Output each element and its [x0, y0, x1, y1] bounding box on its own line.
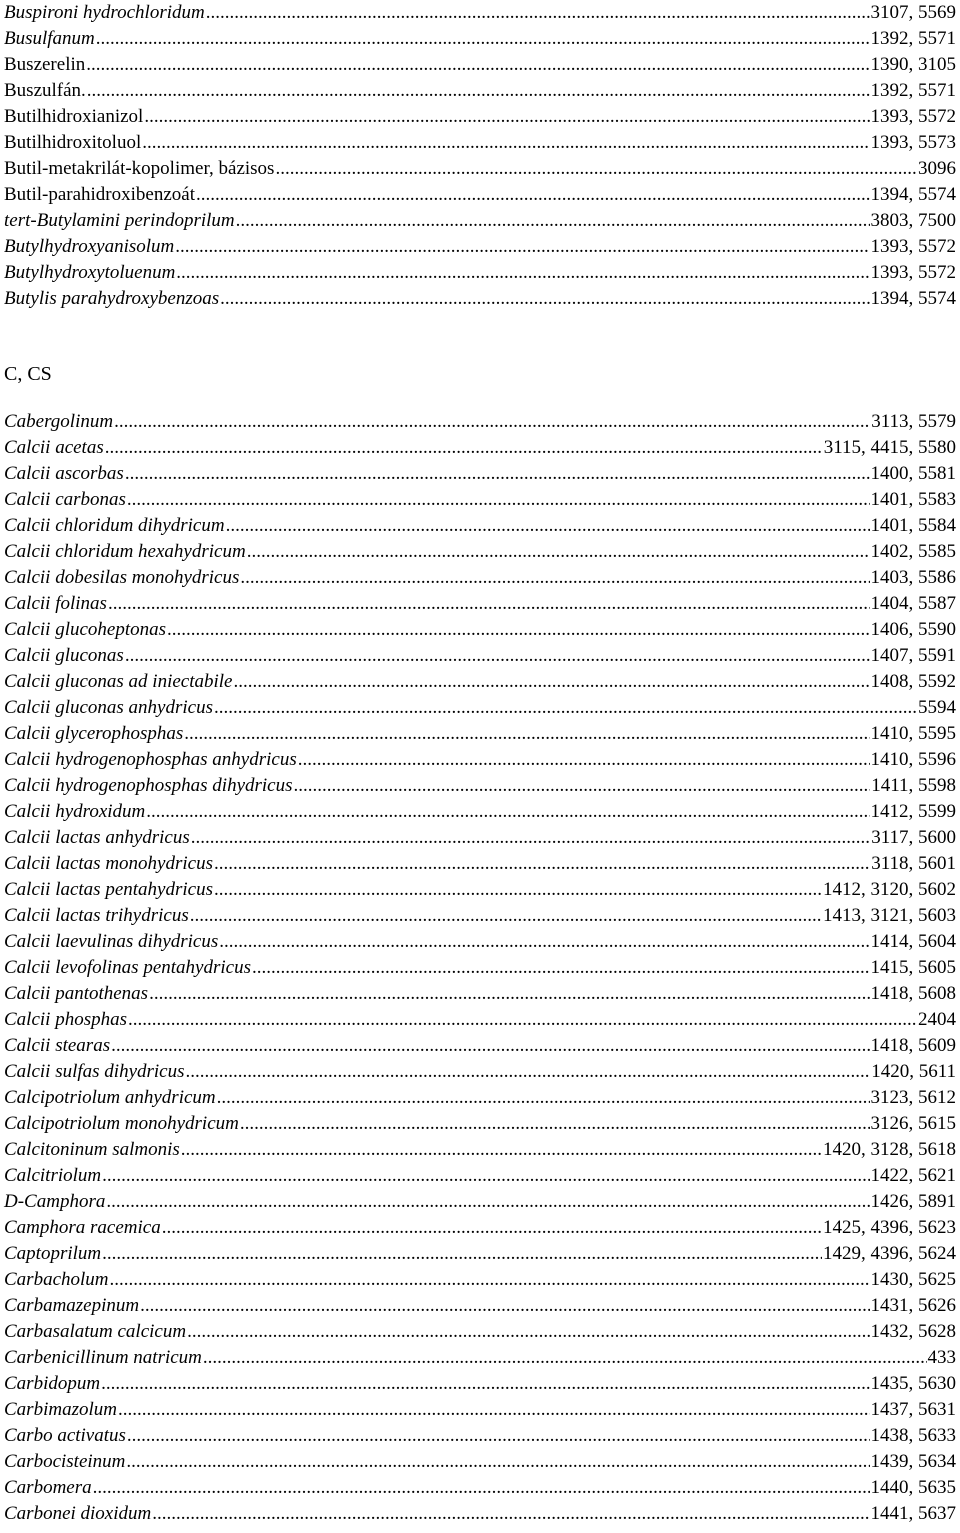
dot-leader	[96, 26, 870, 52]
index-term: Calcii ascorbas	[4, 463, 124, 484]
index-term: Butylhydroxytoluenum	[4, 262, 176, 283]
index-entry	[4, 461, 956, 487]
page-references: 3126, 5615	[870, 1113, 956, 1134]
index-term: Calcii hydrogenophosphas dihydricus	[4, 775, 293, 796]
page-references: 1420, 5611	[871, 1061, 956, 1082]
index-term: Carbidopum	[4, 1373, 101, 1394]
dot-leader	[144, 104, 869, 130]
dot-leader	[110, 1267, 870, 1293]
index-entry	[4, 1371, 956, 1397]
page-references: 1393, 5572	[870, 262, 956, 283]
index-entry	[4, 565, 956, 591]
index-entry	[4, 1033, 956, 1059]
page-references: 5594	[918, 697, 956, 718]
index-entry	[4, 78, 956, 104]
page-references: 1441, 5637	[870, 1503, 956, 1524]
index-term: Calcii laevulinas dihydricus	[4, 931, 219, 952]
index-entry	[4, 1475, 956, 1501]
dot-leader	[186, 1059, 871, 1085]
index-entry	[4, 929, 956, 955]
dot-leader	[190, 903, 822, 929]
dot-leader	[203, 1345, 927, 1371]
index-term: Calcii hydrogenophosphas anhydricus	[4, 749, 297, 770]
index-entry	[4, 1267, 956, 1293]
index-entry	[4, 52, 956, 78]
page-references: 1420, 3128, 5618	[823, 1139, 956, 1160]
index-term: Calcitoninum salmonis	[4, 1139, 180, 1160]
dot-leader	[175, 234, 869, 260]
index-term: Calcii gluconas anhydricus	[4, 697, 213, 718]
dot-leader	[152, 1501, 869, 1527]
dot-leader	[106, 1189, 869, 1215]
page-references: 1402, 5585	[870, 541, 956, 562]
index-entry	[4, 1423, 956, 1449]
page-references: 1390, 3105	[870, 54, 956, 75]
page-references: 1413, 3121, 5603	[823, 905, 956, 926]
index-term: Calcii pantothenas	[4, 983, 149, 1004]
index-entry	[4, 156, 956, 182]
dot-leader	[275, 156, 917, 182]
index-entry	[4, 1189, 956, 1215]
dot-leader	[126, 1449, 869, 1475]
dot-leader	[214, 695, 917, 721]
index-term: Calcii acetas	[4, 437, 104, 458]
index-term: Calcii lactas trihydricus	[4, 905, 189, 926]
index-entry	[4, 773, 956, 799]
index-entry	[4, 286, 956, 312]
dot-leader	[206, 0, 870, 26]
index-entry	[4, 747, 956, 773]
page-references: 1414, 5604	[870, 931, 956, 952]
index-entry	[4, 851, 956, 877]
index-entry	[4, 1293, 956, 1319]
dot-leader	[101, 1371, 869, 1397]
index-list-bottom	[4, 409, 956, 1527]
index-term: Calcii sulfas dihydricus	[4, 1061, 185, 1082]
page-references: 1412, 5599	[870, 801, 956, 822]
dot-leader	[252, 955, 870, 981]
index-entry	[4, 260, 956, 286]
index-term: Calcii levofolinas pentahydricus	[4, 957, 251, 978]
dot-leader	[240, 565, 869, 591]
page-references: 3117, 5600	[871, 827, 956, 848]
page-references: 1438, 5633	[870, 1425, 956, 1446]
page-references: 1410, 5595	[870, 723, 956, 744]
index-entry	[4, 0, 956, 26]
dot-leader	[294, 773, 871, 799]
dot-leader	[114, 409, 870, 435]
index-term: Carbenicillinum natricum	[4, 1347, 202, 1368]
page-references: 1426, 5891	[870, 1191, 956, 1212]
page-references: 1406, 5590	[870, 619, 956, 640]
index-entry	[4, 617, 956, 643]
index-term: Butylis parahydroxybenzoas	[4, 288, 220, 309]
index-entry	[4, 1345, 956, 1371]
index-term: Buszulfán.	[4, 80, 86, 101]
index-entry	[4, 435, 956, 461]
page-references: 1403, 5586	[870, 567, 956, 588]
dot-leader	[93, 1475, 870, 1501]
index-entry	[4, 409, 956, 435]
page-references: 1394, 5574	[870, 184, 956, 205]
index-entry	[4, 1085, 956, 1111]
index-term: Carbasalatum calcicum	[4, 1321, 187, 1342]
page-references: 3115, 4415, 5580	[823, 437, 956, 458]
page-references: 3123, 5612	[870, 1087, 956, 1108]
index-entry	[4, 1241, 956, 1267]
page-references: 1440, 5635	[870, 1477, 956, 1498]
section-heading: C, CS	[4, 363, 52, 385]
index-list-top	[4, 0, 956, 312]
index-entry	[4, 513, 956, 539]
page-references: 1400, 5581	[870, 463, 956, 484]
index-entry	[4, 104, 956, 130]
page-references: 1392, 5571	[870, 80, 956, 101]
index-entry	[4, 877, 956, 903]
index-entry	[4, 26, 956, 52]
dot-leader	[226, 513, 870, 539]
index-entry	[4, 1449, 956, 1475]
index-entry	[4, 1007, 956, 1033]
index-term: Captoprilum	[4, 1243, 102, 1264]
index-term: Calcii folinas	[4, 593, 107, 614]
index-term: Calcii stearas	[4, 1035, 111, 1056]
dot-leader	[105, 435, 823, 461]
index-term: Calcii hydroxidum	[4, 801, 146, 822]
dot-leader	[196, 182, 870, 208]
page-references: 1393, 5573	[870, 132, 956, 153]
dot-leader	[236, 208, 870, 234]
dot-leader	[187, 1319, 869, 1345]
index-term: D-Camphora	[4, 1191, 106, 1212]
page-references: 1410, 5596	[870, 749, 956, 770]
index-term: Cabergolinum	[4, 411, 114, 432]
page-references: 1407, 5591	[870, 645, 956, 666]
index-entry	[4, 1059, 956, 1085]
page-references: 1425, 4396, 5623	[823, 1217, 956, 1238]
index-term: Butil-parahidroxibenzoát	[4, 184, 195, 205]
index-term: Butilhidroxianizol	[4, 106, 144, 127]
dot-leader	[162, 1215, 822, 1241]
dot-leader	[127, 1423, 870, 1449]
dot-leader	[128, 1007, 917, 1033]
index-entry	[4, 1501, 956, 1527]
page-references: 3803, 7500	[870, 210, 956, 231]
index-entry	[4, 591, 956, 617]
dot-leader	[247, 539, 870, 565]
index-entry	[4, 1137, 956, 1163]
index-entry	[4, 487, 956, 513]
page-references: 1431, 5626	[870, 1295, 956, 1316]
page-references: 1411, 5598	[871, 775, 956, 796]
page-references: 1435, 5630	[870, 1373, 956, 1394]
index-term: Calcii chloridum hexahydricum	[4, 541, 246, 562]
dot-leader	[181, 1137, 822, 1163]
dot-leader	[217, 1085, 870, 1111]
index-term: Calcii lactas monohydricus	[4, 853, 213, 874]
index-entry	[4, 799, 956, 825]
index-entry	[4, 1215, 956, 1241]
dot-leader	[240, 1111, 870, 1137]
index-entry	[4, 1111, 956, 1137]
index-entry	[4, 1319, 956, 1345]
dot-leader	[118, 1397, 870, 1423]
dot-leader	[111, 1033, 869, 1059]
page-references: 1429, 4396, 5624	[823, 1243, 956, 1264]
page-references: 1418, 5609	[870, 1035, 956, 1056]
index-term: Buszerelin	[4, 54, 86, 75]
index-entry	[4, 721, 956, 747]
index-entry	[4, 825, 956, 851]
index-entry	[4, 669, 956, 695]
page-references: 1422, 5621	[870, 1165, 956, 1186]
page-references: 433	[927, 1347, 956, 1368]
index-term: Camphora racemica	[4, 1217, 161, 1238]
page-references: 1404, 5587	[870, 593, 956, 614]
index-term: Carbonei dioxidum	[4, 1503, 152, 1524]
index-term: Calcii glucoheptonas	[4, 619, 167, 640]
index-term: Calcii dobesilas monohydricus	[4, 567, 240, 588]
index-entry	[4, 903, 956, 929]
dot-leader	[86, 52, 869, 78]
dot-leader	[140, 1293, 869, 1319]
index-term: Calcii carbonas	[4, 489, 126, 510]
index-term: Butil-metakrilát-kopolimer, bázisos	[4, 158, 275, 179]
index-entry	[4, 234, 956, 260]
page-references: 1412, 3120, 5602	[823, 879, 956, 900]
index-term: Calcii glycerophosphas	[4, 723, 184, 744]
page-references: 1394, 5574	[870, 288, 956, 309]
index-term: Calcitriolum	[4, 1165, 102, 1186]
page-references: 1393, 5572	[870, 106, 956, 127]
dot-leader	[191, 825, 870, 851]
index-term: Calcii gluconas	[4, 645, 124, 666]
dot-leader	[234, 669, 870, 695]
index-term: Butilhidroxitoluol	[4, 132, 142, 153]
index-entry	[4, 130, 956, 156]
page-references: 3096	[918, 158, 956, 179]
index-entry	[4, 208, 956, 234]
index-term: Carbomera	[4, 1477, 92, 1498]
index-term: Carbacholum	[4, 1269, 109, 1290]
index-term: Calcii phosphas	[4, 1009, 127, 1030]
dot-leader	[102, 1163, 869, 1189]
index-entry	[4, 643, 956, 669]
index-entry	[4, 1163, 956, 1189]
dot-leader	[176, 260, 869, 286]
index-term: Calcipotriolum anhydricum	[4, 1087, 216, 1108]
index-entry	[4, 1397, 956, 1423]
index-term: Calcipotriolum monohydricum	[4, 1113, 239, 1134]
page-references: 1408, 5592	[870, 671, 956, 692]
index-term: Carbo activatus	[4, 1425, 126, 1446]
index-entry	[4, 981, 956, 1007]
page-references: 1439, 5634	[870, 1451, 956, 1472]
index-term: Calcii chloridum dihydricum	[4, 515, 225, 536]
dot-leader	[108, 591, 870, 617]
dot-leader	[125, 461, 870, 487]
dot-leader	[142, 130, 869, 156]
dot-leader	[167, 617, 869, 643]
dot-leader	[298, 747, 870, 773]
dot-leader	[219, 929, 869, 955]
page-references: 1437, 5631	[870, 1399, 956, 1420]
dot-leader	[184, 721, 869, 747]
page-references: 1401, 5583	[870, 489, 956, 510]
page-references: 1418, 5608	[870, 983, 956, 1004]
page-references: 3113, 5579	[871, 411, 956, 432]
dot-leader	[102, 1241, 822, 1267]
index-term: Calcii lactas pentahydricus	[4, 879, 213, 900]
page-references: 1401, 5584	[870, 515, 956, 536]
page-references: 3118, 5601	[871, 853, 956, 874]
page-references: 1430, 5625	[870, 1269, 956, 1290]
index-term: Calcii gluconas ad iniectabile	[4, 671, 233, 692]
dot-leader	[127, 487, 870, 513]
index-entry	[4, 539, 956, 565]
dot-leader	[146, 799, 869, 825]
index-entry	[4, 955, 956, 981]
index-entry	[4, 695, 956, 721]
dot-leader	[87, 78, 870, 104]
page-references: 1393, 5572	[870, 236, 956, 257]
page-references: 1432, 5628	[870, 1321, 956, 1342]
page-references: 1415, 5605	[870, 957, 956, 978]
index-term: Busulfanum	[4, 28, 95, 49]
index-term: tert-Butylamini perindoprilum	[4, 210, 235, 231]
dot-leader	[149, 981, 869, 1007]
index-entry	[4, 182, 956, 208]
page-references: 2404	[918, 1009, 956, 1030]
index-term: Butylhydroxyanisolum	[4, 236, 175, 257]
index-term: Calcii lactas anhydricus	[4, 827, 190, 848]
dot-leader	[214, 877, 822, 903]
index-term: Buspironi hydrochloridum	[4, 2, 205, 23]
index-term: Carbamazepinum	[4, 1295, 140, 1316]
page-references: 3107, 5569	[870, 2, 956, 23]
index-term: Carbocisteinum	[4, 1451, 126, 1472]
dot-leader	[220, 286, 869, 312]
index-term: Carbimazolum	[4, 1399, 117, 1420]
dot-leader	[214, 851, 870, 877]
page-references: 1392, 5571	[870, 28, 956, 49]
dot-leader	[125, 643, 870, 669]
